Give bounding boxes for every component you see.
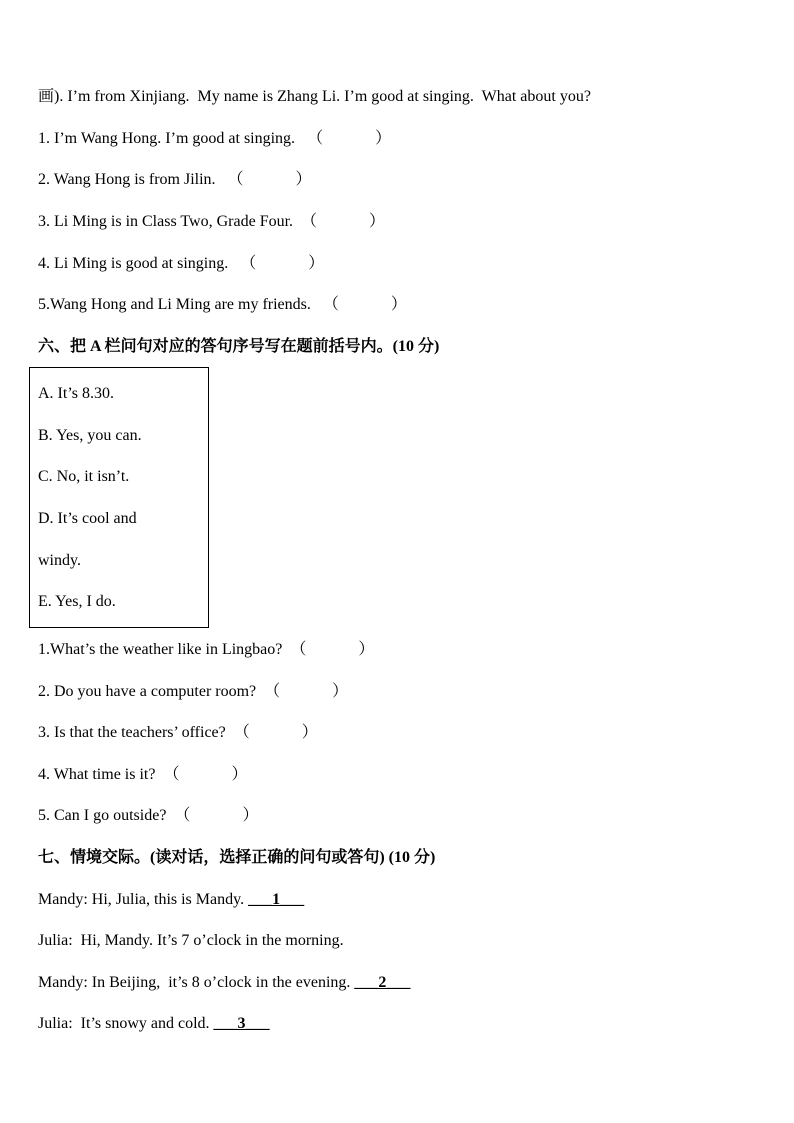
section6-question-3 [38, 723, 318, 743]
option-c: C. No, it isn’t. [38, 468, 130, 485]
paren-close: ） [332, 683, 349, 700]
item-text: 4. Li Ming is good at singing. [38, 255, 229, 272]
paren-close: ） [358, 641, 375, 658]
option-b: B. Yes, you can. [38, 427, 142, 444]
item-text: 2. Wang Hong is from Jilin. [38, 171, 216, 188]
dialogue-line-4 [38, 1014, 270, 1034]
section5-item-1 [38, 129, 391, 149]
dialogue-line-3 [38, 973, 410, 993]
section6-question-2 [38, 682, 348, 702]
dialogue-line-1 [38, 890, 304, 910]
paren-close: ） [390, 296, 407, 313]
dialogue-text: Mandy: In Beijing, it’s 8 o’clock in the evening. [38, 974, 355, 991]
answer-blank: ___3___ [213, 1015, 270, 1032]
section6-question-1 [38, 640, 374, 660]
paren-open: （ [290, 641, 307, 658]
dialogue-text: Mandy: Hi, Julia, this is Mandy. [38, 891, 249, 908]
paren-close: ） [231, 766, 248, 783]
dialogue-text: Julia: Hi, Mandy. It’s 7 o’clock in the morning. [38, 932, 344, 949]
paren-close: ） [242, 807, 259, 824]
dialogue-line-2 [38, 931, 344, 951]
paren-open: （ [233, 724, 250, 741]
dialogue-text: Julia: It’s snowy and cold. [38, 1015, 214, 1032]
paren-open: （ [174, 807, 191, 824]
option-e: E. Yes, I do. [38, 593, 116, 610]
intro-line: 画). I’m from Xinjiang. My name is Zhang Li. I’m good at singing. What about you? [38, 88, 591, 105]
section5-item-3 [38, 212, 385, 232]
section6-question-4 [38, 765, 248, 785]
paren-open: （ [322, 296, 339, 313]
paren-open: （ [240, 255, 257, 272]
section5-item-5 [38, 295, 407, 315]
answer-blank: ___2___ [354, 974, 411, 991]
options-box [29, 367, 209, 628]
question-text: 2. Do you have a computer room? [38, 683, 257, 700]
section6-heading: 六、把 A 栏问句对应的答句序号写在题前括号内。(10 分) [38, 338, 440, 355]
paren-open: （ [301, 213, 318, 230]
paren-open: （ [264, 683, 281, 700]
paren-close: ） [295, 171, 312, 188]
question-text: 5. Can I go outside? [38, 807, 167, 824]
paren-open: （ [307, 130, 324, 147]
section5-item-2 [38, 170, 312, 190]
section6-question-5 [38, 806, 258, 826]
paren-close: ） [301, 724, 318, 741]
item-text: 5.Wang Hong and Li Ming are my friends. [38, 296, 311, 313]
question-text: 4. What time is it? [38, 766, 156, 783]
paren-close: ） [308, 255, 325, 272]
item-text: 1. I’m Wang Hong. I’m good at singing. [38, 130, 296, 147]
answer-blank: ___1___ [248, 891, 305, 908]
paren-close: ） [375, 130, 392, 147]
item-text: 3. Li Ming is in Class Two, Grade Four. [38, 213, 294, 230]
option-d-continued: windy. [38, 552, 81, 569]
paren-open: （ [163, 766, 180, 783]
option-a: A. It’s 8.30. [38, 385, 114, 402]
section5-item-4 [38, 254, 324, 274]
question-text: 1.What’s the weather like in Lingbao? [38, 641, 283, 658]
section7-heading: 七、情境交际。(读对话，选择正确的问句或答句) (10 分) [38, 849, 436, 866]
question-text: 3. Is that the teachers’ office? [38, 724, 226, 741]
paren-open: （ [227, 171, 244, 188]
option-d: D. It’s cool and [38, 510, 137, 527]
paren-close: ） [369, 213, 386, 230]
